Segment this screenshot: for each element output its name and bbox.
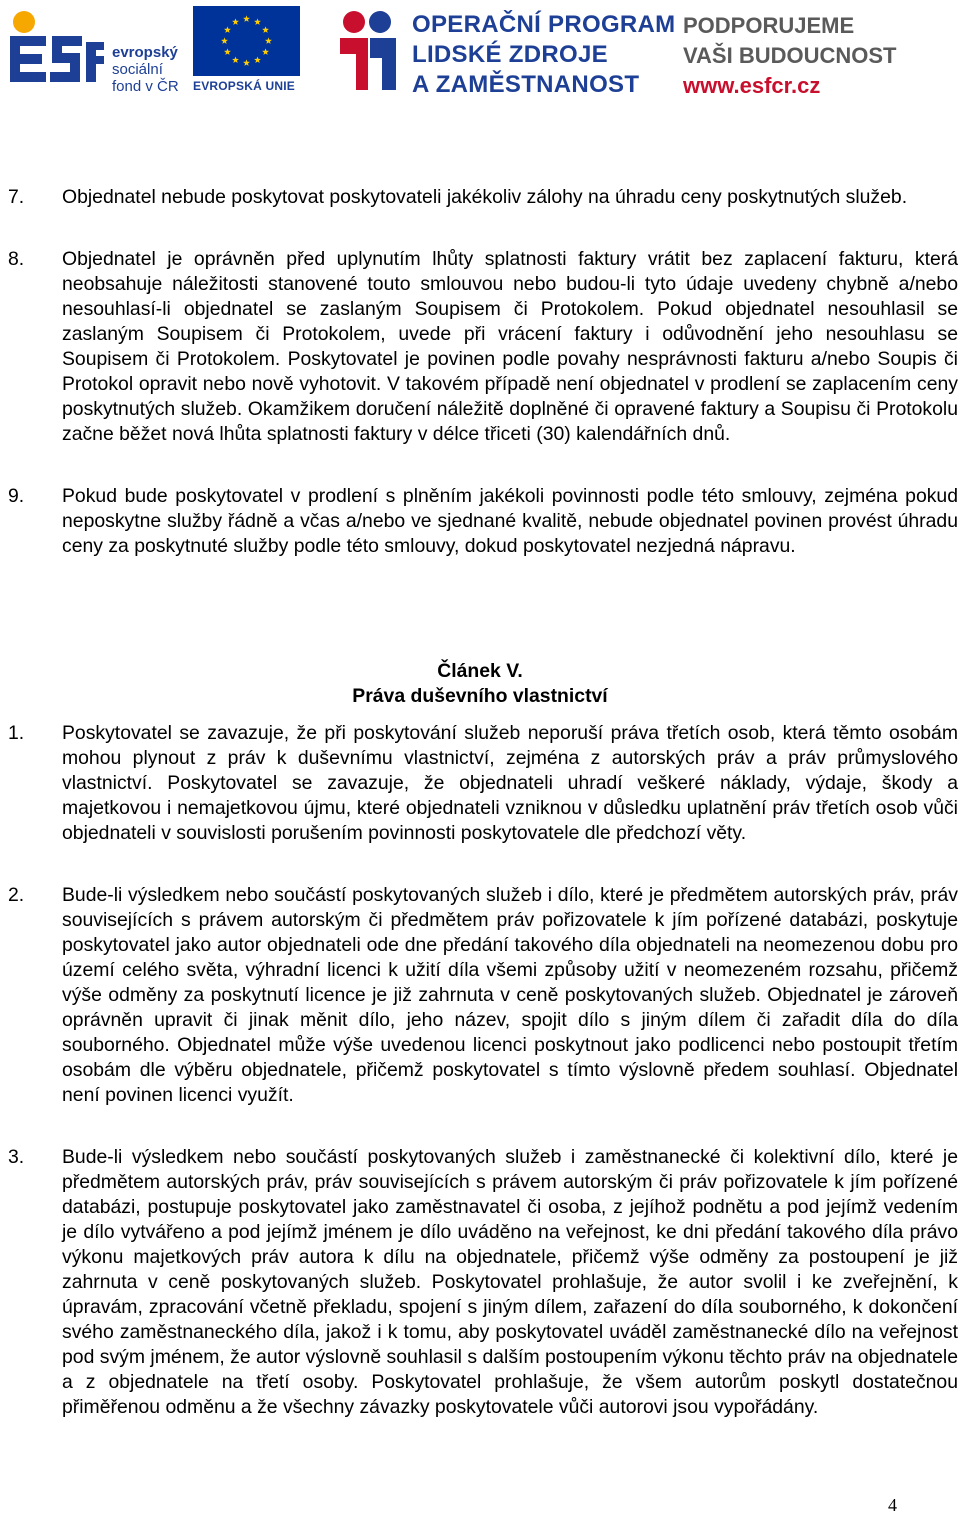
op-line1: OPERAČNÍ PROGRAM [412, 11, 676, 38]
eu-flag-icon [193, 6, 300, 76]
item-text: Poskytovatel se zavazuje, že při poskytování služeb neporuší práva třetích osob, která těmto osobám mohou plynout z práv k duševnímu vlastnictví, zejména z autorských práv a práv průmyslového vlastnictví. Poskytovatel se zavazuje, že objednateli uhradí veškeré náklady, výdaje, škody a majetkovou i nemajetkovou újmu, které objednateli vzniknou v důsledku uplatnění práv třetích osob vůči objednateli v souvislosti porušením povinnosti poskytovatele dle předchozí věty. [62, 722, 958, 844]
esf-line1: evropský [112, 44, 178, 61]
item-number: 9. [8, 485, 25, 507]
op-line2: LIDSKÉ ZDROJE [412, 41, 608, 68]
article-subtitle: Práva duševního vlastnictví [352, 685, 608, 707]
esf-caption [112, 44, 179, 95]
esf-line3: fond v ČR [112, 78, 179, 95]
support-line1: PODPORUJEME [683, 13, 855, 38]
header-banner [0, 0, 960, 100]
item-text: Objednatel nebude poskytovat poskytovateli jakékoliv zálohy na úhradu ceny poskytnutých služeb. [62, 186, 908, 208]
item-number: 7. [8, 186, 25, 208]
op-line3: A ZAMĚSTNANOST [412, 71, 640, 98]
item-number: 3. [8, 1146, 25, 1168]
item-text: Bude-li výsledkem nebo součástí poskytovaných služeb i zaměstnanecké či kolektivní dílo, které je předmětem autorských práv, práv souvisejících s právem autorským či práv pořizovatele k jím pořízené databázi, postupuje poskytovatel jako zaměstnavatel či osoba, z jejíhož podnětu a pod jejímž vedením je dílo vytvářeno a pod jejímž jménem je dílo uváděno na veřejnost, ke dni předání takového díla právo výkonu majetkových práv autora k dílu na objednatele, přičemž výše odměny za postoupení je již zahrnuta v ceně poskytovaných služeb. Poskytovatel prohlašuje, že autor svolil i ke zveřejnění, k úpravám, zpracování včetně překladu, spojení s jiným dílem, zařazení do díla souborného, k dokončení svého zaměstnaneckého díla, jakož i k tomu, aby poskytovatel uváděl zaměstnanecké dílo na veřejnost pod svým jménem, že autor výslovně souhlasil s dalším postoupením výkonu těchto práv na objednatele a z objednatele na třetí osoby. Poskytovatel prohlašuje, že všem autorům poskytl dostatečnou přiměřenou odměnu a že všechny závazky poskytovatele vůči autorovi jsou vypořádány. [62, 1146, 958, 1418]
item-text: Objednatel je oprávněn před uplynutím lhůty splatnosti faktury vrátit bez zaplacení fakturu, která neobsahuje náležitosti stanovené touto smlouvou nebo budou-li tyto údaje uvedeny chybně a/nebo nesouhlasí-li objednatel se zaslaným Soupisem či Protokolem. Pokud objednatel nesouhlasil se zaslaným Soupisem či Protokolem, uvede při vrácení faktury i odůvodnění jeho nesouhlasu se Soupisem či Protokolem. Poskytovatel je povinen podle povahy nesprávnosti fakturu a/nebo Soupis či Protokol opravit nebo nově vyhotovit. V takovém případě není objednatel v prodlení se zaplacením ceny poskytnutých služeb. Okamžikem doručení náležitě doplněné či opravené faktury a Soupisu či Protokolu začne běžet nová lhůta splatnosti faktury v délce třiceti (30) kalendářních dnů. [62, 248, 958, 445]
article-title: Článek V. [437, 660, 523, 682]
eu-label: EVROPSKÁ UNIE [193, 79, 295, 93]
item-text: Pokud bude poskytovatel v prodlení s plněním jakékoli povinnosti podle této smlouvy, zejména pokud neposkytne služby řádně a včas a/nebo ve sjednané kvalitě, nebude objednatel povinen provést úhradu ceny za poskytnuté služby podle této smlouvy, dokud poskytovatel nezjedná nápravu. [62, 485, 958, 557]
support-url[interactable]: www.esfcr.cz [683, 73, 821, 98]
esf-logo [6, 6, 106, 94]
op-logo [330, 6, 405, 94]
support-line2: VAŠI BUDOUCNOST [683, 43, 897, 68]
item-number: 8. [8, 248, 25, 270]
item-number: 2. [8, 884, 25, 906]
support-slogan [683, 11, 897, 101]
page-number: 4 [888, 1495, 897, 1515]
item-text: Bude-li výsledkem nebo součástí poskytovaných služeb i dílo, které je předmětem autorských práv, práv souvisejících s právem autorským či předmětem práv pořizovatele k jím pořízené databázi, poskytuje poskytovatel jako autor objednateli ode dne předání takového díla objednateli na neomezenou dobu pro území celého světa, výhradní licenci k užití díla všemi způsoby užití v neomezeném rozsahu, přičemž výše odměny za poskytnutí licence je již zahrnuta v ceně poskytovaných služeb. Objednatel je zároveň oprávněn upravit či jinak měnit dílo, jeho název, spojit dílo s jiným dílem či zařadit díla do díla souborného. Objednatel může výše uvedenou licenci poskytnout jako podlicenci nebo postoupit třetím osobám dle výběru objednatele, přičemž poskytovatel s tímto výslovně předem souhlasí. Objednatel není povinen licenci využít. [62, 884, 958, 1106]
op-program-title [412, 10, 675, 100]
esf-line2: sociální [112, 61, 163, 78]
item-number: 1. [8, 722, 25, 744]
